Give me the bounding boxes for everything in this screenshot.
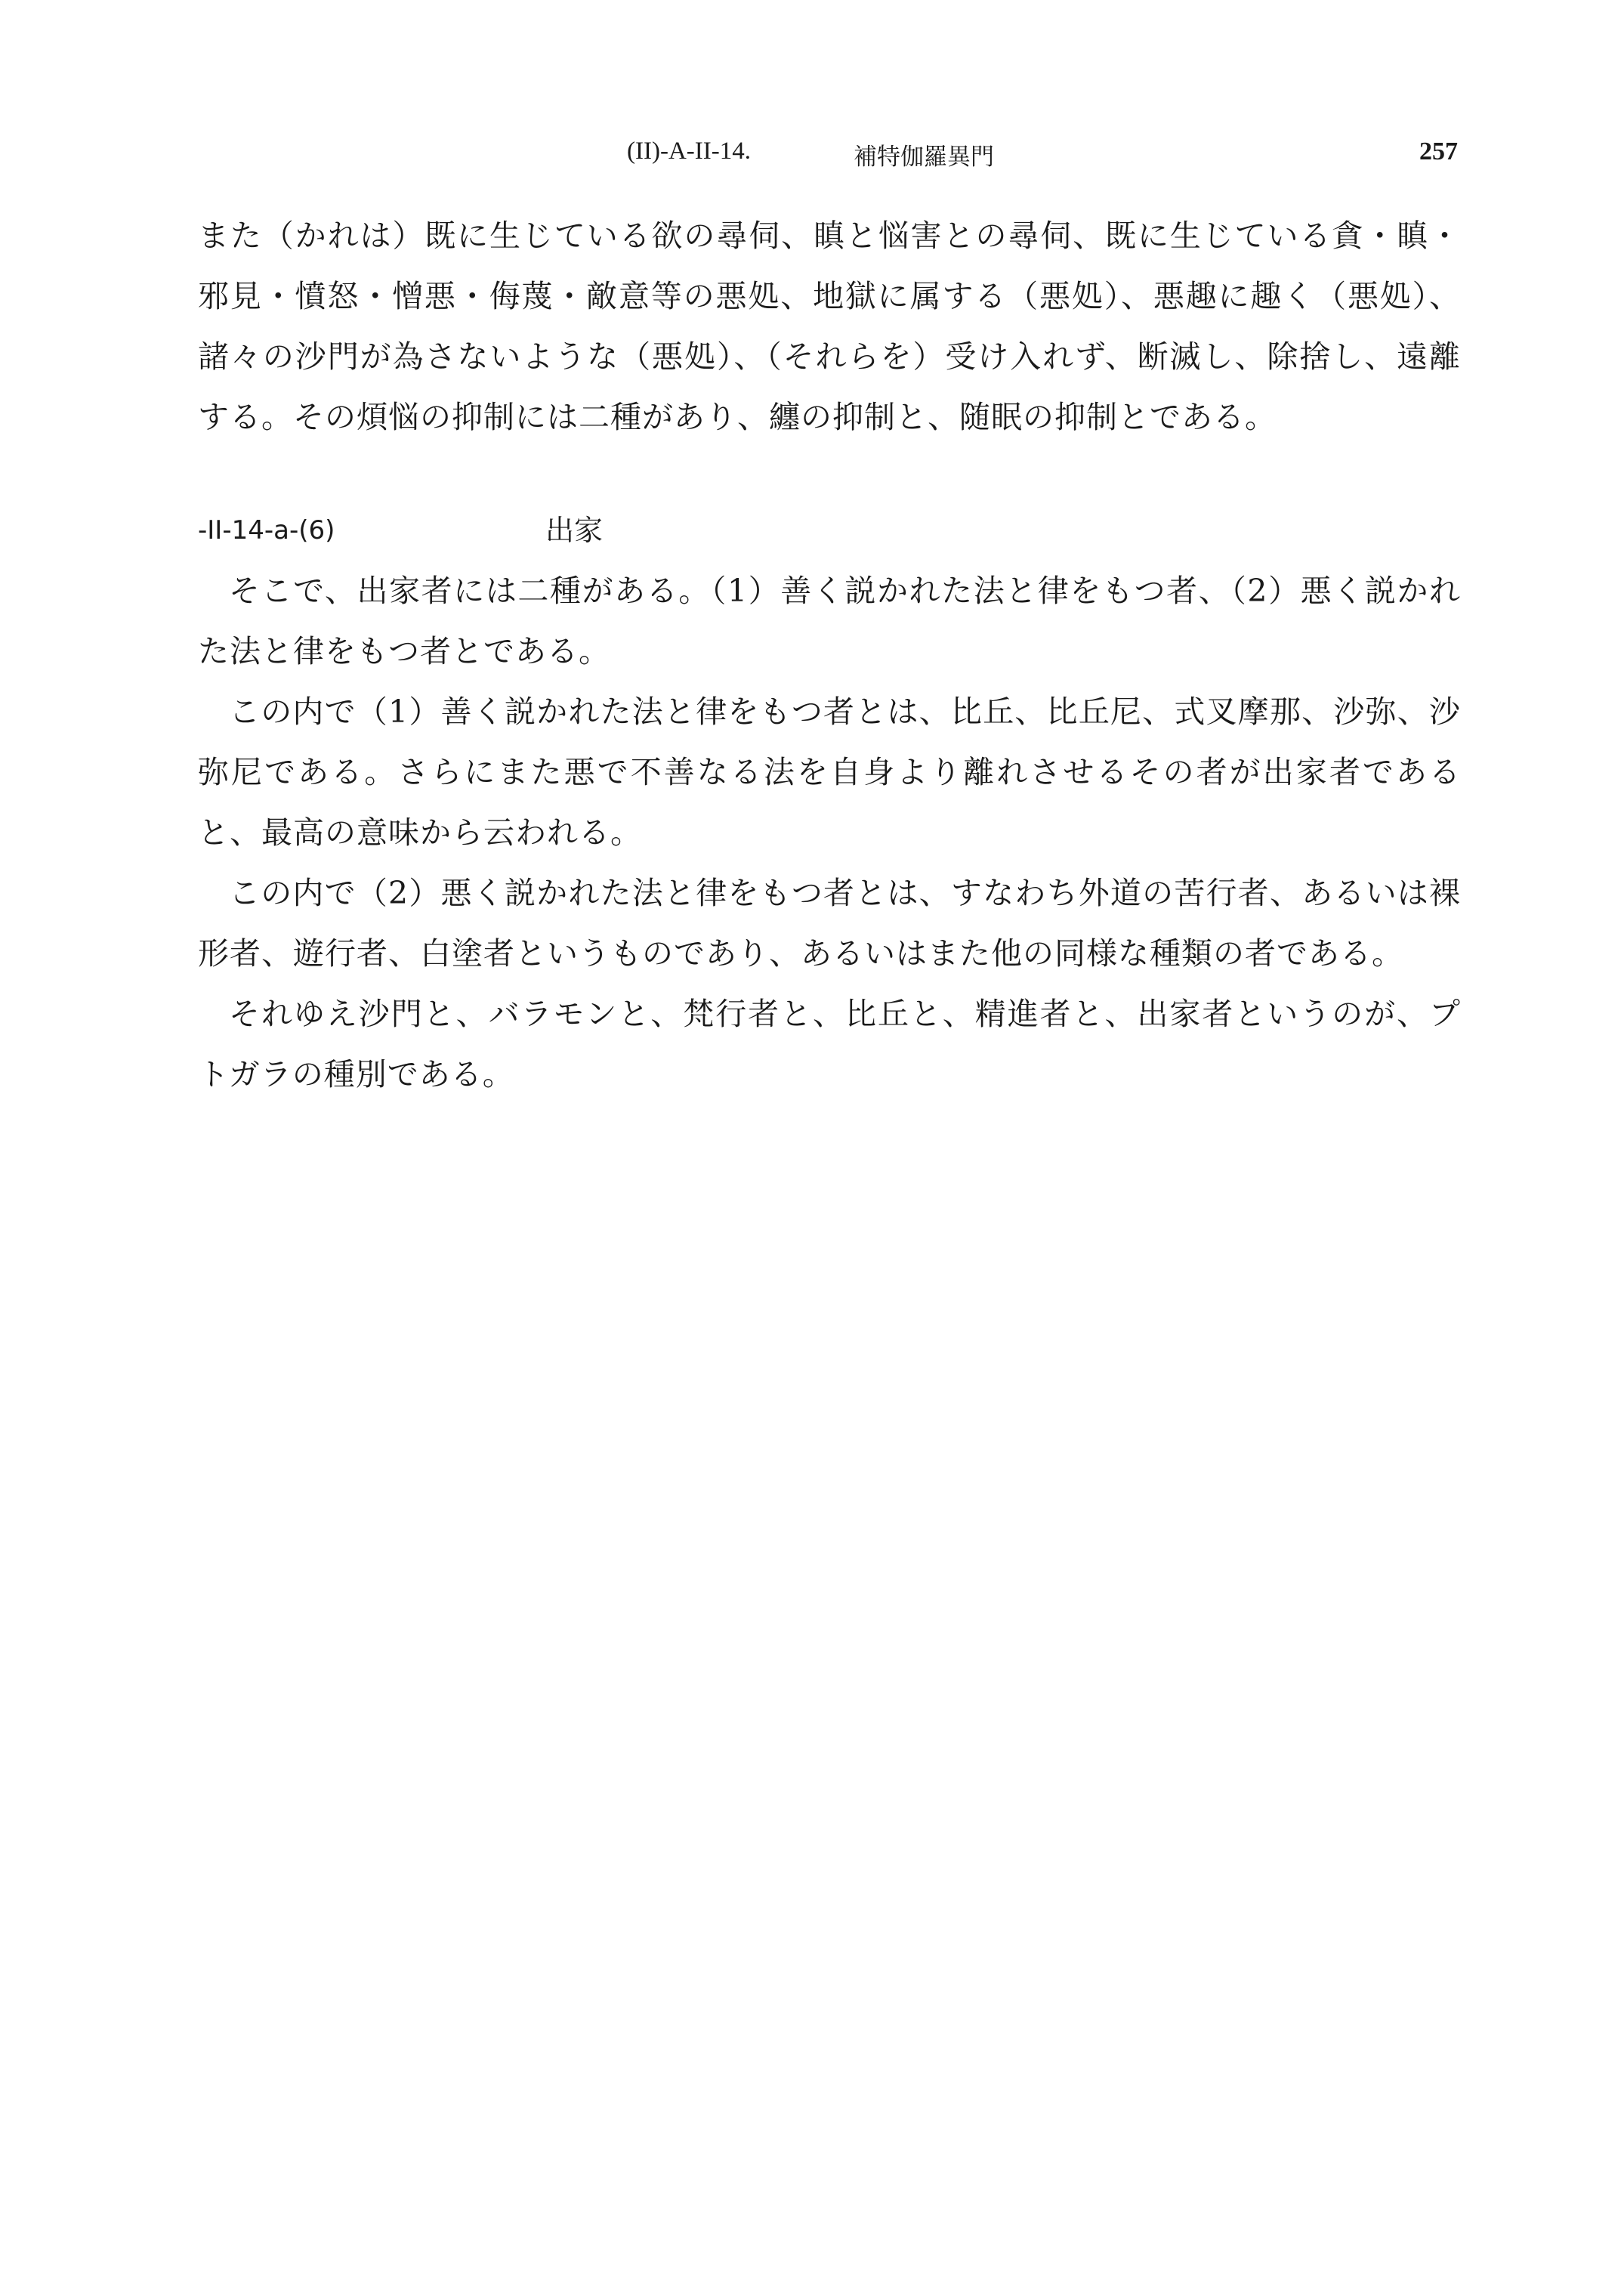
header-section-code: (II)-A-II-14. bbox=[627, 138, 751, 165]
intro-paragraph: また（かれは）既に生じている欲の尋伺、瞋と悩害との尋伺、既に生じている貪・瞋・邪見・憤怒・憎悪・侮蔑・敵意等の悪処、地獄に属する（悪処）、悪趣に趣く（悪処）、諸々の沙門が為さないような（悪処）、（それらを）受け入れず、断滅し、除捨し、遠離する。その煩悩の抑制には二種があり、纏の抑制と、随眠の抑制とである。 bbox=[198, 218, 1461, 435]
paragraph-3: この内で（2）悪く説かれた法と律をもつ者とは、すなわち外道の苦行者、あるいは裸形者、遊行者、白塗者というものであり、あるいはまた他の同様な種類の者である。 bbox=[198, 875, 1461, 972]
page-number: 257 bbox=[1419, 138, 1458, 165]
header-section-title: 補特伽羅異門 bbox=[854, 144, 994, 171]
running-header bbox=[627, 138, 1458, 183]
section-heading bbox=[198, 500, 1461, 561]
paragraph-4: それゆえ沙門と、バラモンと、梵行者と、比丘と、精進者と、出家者というのが、プトガラの種別である。 bbox=[198, 996, 1461, 1092]
paragraph-2: この内で（1）善く説かれた法と律をもつ者とは、比丘、比丘尼、式叉摩那、沙弥、沙弥尼である。さらにまた悪で不善なる法を自身より離れさせるその者が出家者であると、最高の意味から云われる。 bbox=[198, 694, 1461, 851]
paragraph-1: そこで、出家者には二種がある。（1）善く説かれた法と律をもつ者、（2）悪く説かれた法と律をもつ者とである。 bbox=[198, 573, 1461, 669]
body-text bbox=[198, 205, 1461, 1105]
section-title: 出家 bbox=[545, 514, 604, 547]
section-code: -II-14-a-(6) bbox=[198, 515, 335, 545]
